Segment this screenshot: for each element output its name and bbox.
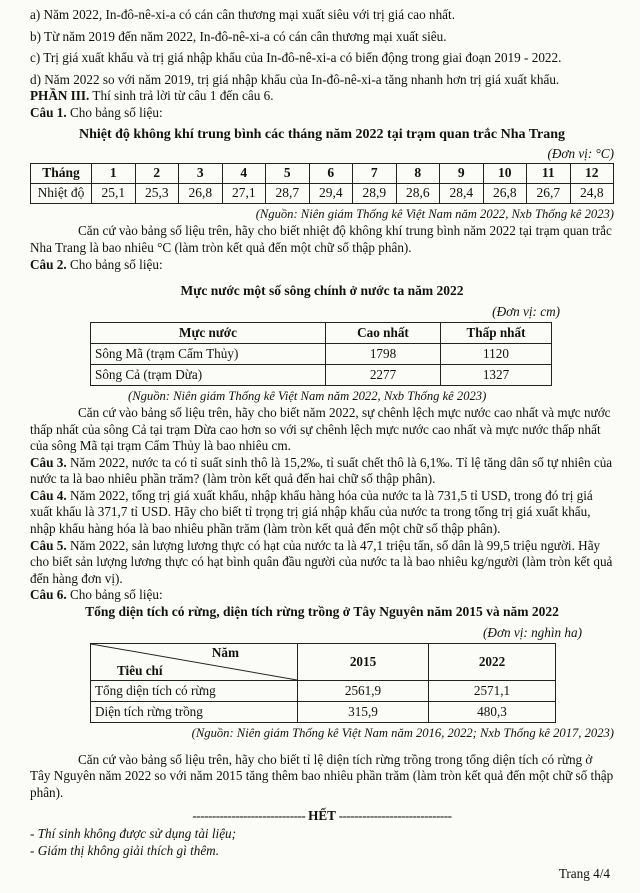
q6-value-2022: 2571,1 bbox=[429, 681, 556, 702]
q1-month-cell: 1 bbox=[92, 163, 136, 183]
q1-month-cell: 10 bbox=[483, 163, 527, 183]
q6-intro bbox=[30, 587, 614, 604]
page-number: Trang 4/4 bbox=[558, 866, 610, 882]
part3-instruction: Thí sinh trả lời từ câu 1 đến câu 6. bbox=[92, 88, 274, 104]
q1-intro-text: Cho bảng số liệu: bbox=[69, 104, 163, 120]
q5-label: Câu 5. bbox=[30, 537, 67, 553]
q6-table-row bbox=[91, 681, 556, 702]
q2-low-value: 1327 bbox=[441, 365, 552, 386]
q1-temp-cell: 26,8 bbox=[179, 183, 223, 203]
q6-criteria-name: Tổng diện tích có rừng bbox=[91, 681, 298, 702]
q2-table-row bbox=[91, 365, 552, 386]
note-2: - Giám thị không giải thích gì thêm. bbox=[30, 842, 219, 858]
q2-table-title: Mực nước một số sông chính ở nước ta năm 2022 bbox=[180, 283, 464, 299]
q1-month-cell: 7 bbox=[353, 163, 397, 183]
q2-question: Căn cứ vào bảng số liệu trên, hãy cho biết năm 2022, sự chênh lệch mực nước cao nhất và mực nước thấp nhất của sông Cả tại trạm Dừa cao hơn so với sự chênh lệch mực nước cao nhất và mực nước thấp nhất của sông Mã tại trạm Cẩm Thủy là bao nhiêu cm. bbox=[30, 404, 611, 454]
q6-unit: (Đơn vị: nghìn ha) bbox=[483, 624, 582, 640]
q5-block bbox=[30, 538, 614, 588]
note-1: - Thí sinh không được sử dụng tài liệu; bbox=[30, 826, 237, 842]
q1-temp-cell: 26,7 bbox=[527, 183, 571, 203]
q1-temp-cell: 26,8 bbox=[483, 183, 527, 203]
q1-intro bbox=[30, 105, 614, 122]
q1-temp-cell: 28,9 bbox=[353, 183, 397, 203]
q3-text: Năm 2022, nước ta có tỉ suất sinh thô là 15,2‰, tỉ suất chết thô là 6,1‰. Tỉ lệ tăng dân số tự nhiên của nước ta là bao nhiêu phần trăm? (làm tròn kết quả đến hai chữ số thập phân). bbox=[30, 454, 613, 487]
q6-table-title: Tổng diện tích có rừng, diện tích rừng trồng ở Tây Nguyên năm 2015 và năm 2022 bbox=[85, 604, 559, 620]
q1-temp-header: Nhiệt độ bbox=[31, 183, 92, 203]
q2-intro-text: Cho bảng số liệu: bbox=[69, 256, 163, 272]
q6-table-row bbox=[91, 702, 556, 723]
end-dashes-left: ----------------------------- bbox=[192, 807, 306, 823]
q1-question: Căn cứ vào bảng số liệu trên, hãy cho biết nhiệt độ không khí trung bình năm 2022 tại trạm quan trắc Nha Trang là bao nhiêu °C (làm tròn kết quả đến một chữ số thập phân). bbox=[30, 223, 612, 255]
q1-label: Câu 1. bbox=[30, 104, 67, 120]
q1-temp-cell: 28,6 bbox=[396, 183, 440, 203]
q1-month-cell: 2 bbox=[135, 163, 179, 183]
q4-block bbox=[30, 488, 614, 538]
part3-label: PHẦN III. bbox=[30, 88, 90, 104]
statement-a: a) Năm 2022, In-đô-nê-xi-a có cán cân thương mại xuất siêu với trị giá cao nhất. bbox=[30, 7, 456, 22]
q1-month-cell: 11 bbox=[527, 163, 571, 183]
q1-month-cell: 3 bbox=[179, 163, 223, 183]
statement-d: d) Năm 2022 so với năm 2019, trị giá nhập khẩu của In-đô-nê-xi-a tăng nhanh hơn trị giá xuất khẩu. bbox=[30, 71, 560, 87]
q1-month-cell: 4 bbox=[222, 163, 266, 183]
q1-temp-cell: 27,1 bbox=[222, 183, 266, 203]
q2-header-cell: Cao nhất bbox=[326, 323, 441, 344]
q6-corner-cell bbox=[91, 644, 298, 681]
q1-month-cell: 8 bbox=[396, 163, 440, 183]
q5-text: Năm 2022, sản lượng lương thực có hạt của nước ta là 47,1 triệu tấn, số dân là 99,5 triệu người. Hãy cho biết sản lượng lương thực có hạt bình quân đầu người của nước ta là bao nhiêu kg/người (làm tròn kết quả đến hàng đơn vị). bbox=[30, 537, 613, 586]
q6-value-2015: 315,9 bbox=[298, 702, 429, 723]
q6-year-header: 2022 bbox=[429, 644, 556, 681]
q6-value-2015: 2561,9 bbox=[298, 681, 429, 702]
q1-month-cell: 9 bbox=[440, 163, 484, 183]
q6-corner-year-label: Năm bbox=[211, 645, 239, 661]
q2-low-value: 1120 bbox=[441, 344, 552, 365]
end-word: HẾT bbox=[308, 807, 336, 823]
q2-high-value: 1798 bbox=[326, 344, 441, 365]
q2-water-level-table bbox=[90, 322, 552, 386]
q1-month-cell: 6 bbox=[309, 163, 353, 183]
q2-river-name: Sông Mã (trạm Cẩm Thủy) bbox=[91, 344, 326, 365]
q2-label: Câu 2. bbox=[30, 256, 67, 272]
q6-year-header: 2015 bbox=[298, 644, 429, 681]
q4-label: Câu 4. bbox=[30, 487, 67, 503]
q2-table-row bbox=[91, 344, 552, 365]
q2-source: (Nguồn: Niên giám Thống kê Việt Nam năm 2022, Nxb Thống kê 2023) bbox=[128, 389, 487, 404]
statement-b: b) Từ năm 2019 đến năm 2022, In-đô-nê-xi-a có cán cân thương mại xuất siêu. bbox=[30, 28, 447, 44]
q6-header-row bbox=[91, 644, 556, 681]
q3-label: Câu 3. bbox=[30, 454, 67, 470]
q6-criteria-name: Diện tích rừng trồng bbox=[91, 702, 298, 723]
q1-source: (Nguồn: Niên giám Thống kê Việt Nam năm 2022, Nxb Thống kê 2023) bbox=[255, 206, 614, 221]
q1-temp-cell: 28,4 bbox=[440, 183, 484, 203]
q4-text: Năm 2022, tổng trị giá xuất khẩu, nhập khẩu hàng hóa của nước ta là 731,5 tỉ USD, trong đó trị giá xuất khẩu là 371,7 tỉ USD. Hãy cho biết tỉ trọng trị giá nhập khẩu của nước ta trong tổng trị giá xuất khẩu, nhập khẩu hàng hóa là bao nhiêu phần trăm (làm tròn kết quả đến một chữ số thập phân). bbox=[30, 487, 593, 537]
q2-intro bbox=[30, 257, 614, 274]
q1-month-row bbox=[31, 163, 614, 183]
q2-header-row bbox=[91, 323, 552, 344]
q1-temp-cell: 25,1 bbox=[92, 183, 136, 203]
q1-temp-row bbox=[31, 183, 614, 203]
statement-c: c) Trị giá xuất khẩu và trị giá nhập khẩu của In-đô-nê-xi-a có biến động trong giai đoạn 2019 - 2022. bbox=[30, 50, 562, 66]
q2-header-cell: Mực nước bbox=[91, 323, 326, 344]
q1-temp-cell: 25,3 bbox=[135, 183, 179, 203]
end-dashes-right: ----------------------------- bbox=[338, 807, 452, 823]
q6-intro-text: Cho bảng số liệu: bbox=[69, 587, 163, 603]
q1-temp-cell: 24,8 bbox=[570, 183, 614, 203]
q1-temperature-table bbox=[30, 163, 614, 204]
q6-corner-criteria-label: Tiêu chí bbox=[117, 662, 163, 678]
part3-heading bbox=[30, 88, 614, 105]
q2-river-name: Sông Cả (trạm Dừa) bbox=[91, 365, 326, 386]
q6-question: Căn cứ vào bảng số liệu trên, hãy cho biết tỉ lệ diện tích rừng trồng trong tổng diện tích có rừng ở Tây Nguyên năm 2022 so với năm 2015 tăng thêm bao nhiêu phần trăm (làm tròn kết quả đến một chữ số thập phân). bbox=[30, 751, 614, 800]
q1-month-header: Tháng bbox=[31, 163, 92, 183]
q1-month-cell: 5 bbox=[266, 163, 310, 183]
q6-source: (Nguồn: Niên giám Thống kê Việt Nam năm 2016, 2022; Nxb Thống kê 2017, 2023) bbox=[191, 726, 614, 741]
q2-high-value: 2277 bbox=[326, 365, 441, 386]
q1-unit: (Đơn vị: °C) bbox=[547, 146, 614, 162]
q1-month-cell: 12 bbox=[570, 163, 614, 183]
q3-block bbox=[30, 455, 614, 488]
q1-table-title: Nhiệt độ không khí trung bình các tháng năm 2022 tại trạm quan trắc Nha Trang bbox=[78, 126, 566, 142]
q2-header-cell: Thấp nhất bbox=[441, 323, 552, 344]
q1-temp-cell: 28,7 bbox=[266, 183, 310, 203]
q1-temp-cell: 29,4 bbox=[309, 183, 353, 203]
q6-forest-table bbox=[90, 643, 556, 723]
q2-unit: (Đơn vị: cm) bbox=[492, 303, 560, 319]
q6-label: Câu 6. bbox=[30, 587, 67, 603]
end-marker bbox=[30, 808, 614, 825]
q6-value-2022: 480,3 bbox=[429, 702, 556, 723]
